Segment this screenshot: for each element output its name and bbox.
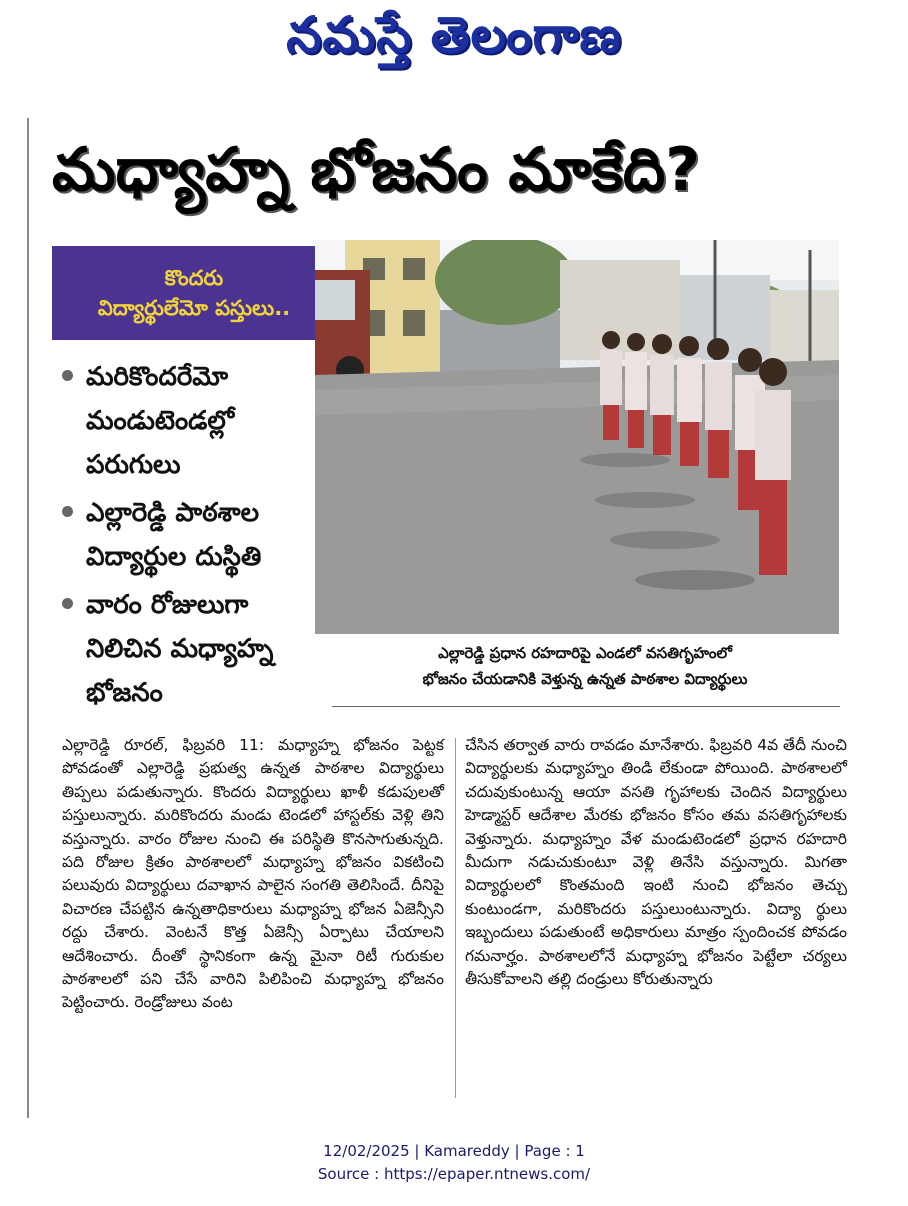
- page-footer: [0, 1140, 908, 1186]
- highlight-bullets: [60, 355, 310, 719]
- margin-rule: [27, 118, 29, 1118]
- bullet-dot-icon: [62, 370, 73, 381]
- article-body-column-1: ఎల్లారెడ్డి రూరల్, ఫిబ్రవరి 11: మధ్యాహ్న భోజనం పెట్టక పోవడంతో ఎల్లారెడ్డి ప్రభుత్వ ఉన్నత పాఠశాల విద్యార్థులు తిప్పలు పడుతున్నారు. కొందరు విద్యార్థులు ఖాళీ కడుపులతో పస్తులున్నారు. మరికొందరు మండు టెండలో హాస్టల్‌కు వెళ్లి తిని వస్తున్నారు. వారం రోజుల నుంచి ఈ పరిస్థితి కొనసాగుతున్నది. పది రోజుల క్రితం పాఠశాలలో మధ్యాహ్న భోజనం వికటించి పలువురు విద్యార్థులు దవాఖాన పాలైన సంగతి తెలిసిందే. దీనిపై విచారణ చేపట్టిన ఉన్నతాధికారులు మధ్యాహ్న భోజన ఏజెన్సీని రద్దు చేశారు. వెంటనే కొత్త ఏజెన్సీ ఏర్పాటు చేయాలని ఆదేశించారు. దీంతో స్థానికంగా ఉన్న మైనా రిటీ గురుకుల పాఠశాలలో పని చేసే వారిని పిలిపించి మధ్యాహ్న భోజనం పెట్టించారు. రెండ్రోజులు వంట: [62, 736, 444, 1012]
- article-body-column-2: చేసిన తర్వాత వారు రావడం మానేశారు. ఫిబ్రవరి 4వ తేదీ నుంచి విద్యార్థులకు మధ్యాహ్నం తిండి లేకుండా పోయింది. పాఠశాలలో చదువుకుంటున్న ఆయా వసతి గృహాలకు చెందిన విద్యార్థులు హెడ్మాస్టర్ ఆదేశాల మేరకు భోజనం కోసం తమ వసతిగృహాలకు వెళ్తున్నారు. మధ్యాహ్నం వేళ మండుటెండలో ప్రధాన రహదారి మీదుగా నడుచుకుంటూ వెళ్లి తినేసి వస్తున్నారు. మిగతా విద్యార్థులలో కొంతమంది ఇంటి నుంచి భోజనం తెచ్చు కుంటుండగా, మరికొందరు పస్తులుంటున్నారు. విద్యా ర్థులు ఇబ్బందులు పడుతుంటే అధికారులు మాత్రం స్పందించక పోవడం గమనార్హం. పాఠశాలలోనే మధ్యాహ్న భోజనం పెట్టేలా చర్యలు తీసుకోవాలని తల్లి దండ్రులు కోరుతున్నారు: [465, 736, 847, 989]
- photo-caption-line-1: ఎల్లారెడ్డి ప్రధాన రహదారిపై ఎండలో వసతిగృహంలో: [438, 644, 732, 662]
- article-photo: [315, 240, 839, 634]
- bullet-item: వారం రోజులుగా నిలిచిన మధ్యాహ్న భోజనం: [60, 583, 310, 715]
- column-divider: [455, 738, 456, 1098]
- photo-caption: [330, 640, 840, 692]
- bullet-dot-icon: [62, 506, 73, 517]
- subhead-box: [52, 246, 336, 340]
- newspaper-masthead: నమస్తే తెలంగాణ: [286, 6, 622, 64]
- bullet-item: ఎల్లారెడ్డి పాఠశాల విద్యార్థుల దుస్థితి: [60, 491, 310, 579]
- footer-edition-info: 12/02/2025 | Kamareddy | Page : 1: [323, 1142, 585, 1160]
- footer-source: Source : https://epaper.ntnews.com/: [317, 1165, 591, 1183]
- bullet-dot-icon: [62, 598, 73, 609]
- subhead-line-1: కొందరు: [164, 266, 224, 290]
- photo-caption-line-2: భోజనం చేయడానికి వెళ్తున్న ఉన్నత పాఠశాల విద్యార్థులు: [422, 670, 748, 688]
- caption-divider: [332, 706, 840, 707]
- article-headline: మధ్యాహ్న భోజనం మాకేది?: [52, 135, 701, 205]
- bullet-item: మరికొందరేమో మండుటెండల్లో పరుగులు: [60, 355, 310, 487]
- students-walking-photo-illustration: [315, 240, 839, 634]
- subhead-line-2: విద్యార్థులేమో పస్తులు..: [97, 296, 291, 320]
